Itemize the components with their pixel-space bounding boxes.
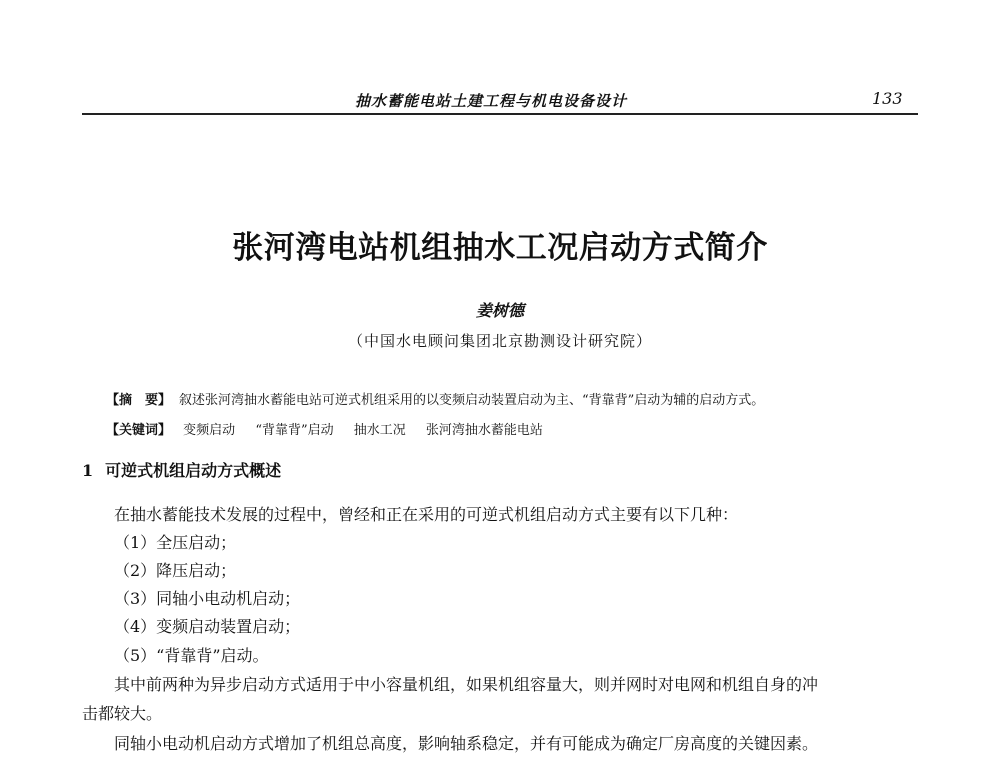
body-line: 在抽水蓄能技术发展的过程中，曾经和正在采用的可逆式机组启动方式主要有以下几种： xyxy=(114,505,739,524)
body-line: 同轴小电动机启动方式增加了机组总高度，影响轴系稳定，并有可能成为确定厂房高度的关键因素。 xyxy=(114,734,819,753)
keywords-label: 【关键词】 xyxy=(106,423,172,438)
running-header xyxy=(0,88,1000,114)
author: 姜树德 xyxy=(475,301,524,320)
keyword-item: 抽水工况 xyxy=(353,423,406,438)
keyword-item: “背靠背”启动 xyxy=(255,423,334,438)
article-title: 张河湾电站机组抽水工况启动方式简介 xyxy=(232,230,768,266)
page-number: 133 xyxy=(872,89,903,108)
list-item: （1）全压启动； xyxy=(114,533,237,552)
list-item: （4）变频启动装置启动； xyxy=(114,617,301,636)
section-number: 1 xyxy=(82,461,94,480)
body-line: 其中前两种为异步启动方式适用于中小容量机组，如果机组容量大，则并网时对电网和机组自身的冲 xyxy=(114,675,819,694)
keywords xyxy=(106,419,559,438)
list-item: （3）同轴小电动机启动； xyxy=(114,589,301,608)
abstract xyxy=(106,389,764,408)
section-heading xyxy=(82,458,281,481)
section-title: 可逆式机组启动方式概述 xyxy=(105,461,282,480)
keyword-item: 变频启动 xyxy=(183,423,236,438)
abstract-text: 叙述张河湾抽水蓄能电站可逆式机组采用的以变频启动装置启动为主、“背靠背”启动为辅的启动方式。 xyxy=(179,393,765,408)
running-title: 抽水蓄能电站土建工程与机电设备设计 xyxy=(355,92,628,110)
abstract-label: 【摘 要】 xyxy=(106,393,172,408)
affiliation: （中国水电顾问集团北京勘测设计研究院） xyxy=(347,332,652,350)
body-line: 击都较大。 xyxy=(82,704,163,723)
header-rule xyxy=(82,113,918,115)
keyword-item: 张河湾抽水蓄能电站 xyxy=(425,423,543,438)
list-item: （2）降压启动； xyxy=(114,561,237,580)
list-item: （5）“背靠背”启动。 xyxy=(114,646,269,665)
